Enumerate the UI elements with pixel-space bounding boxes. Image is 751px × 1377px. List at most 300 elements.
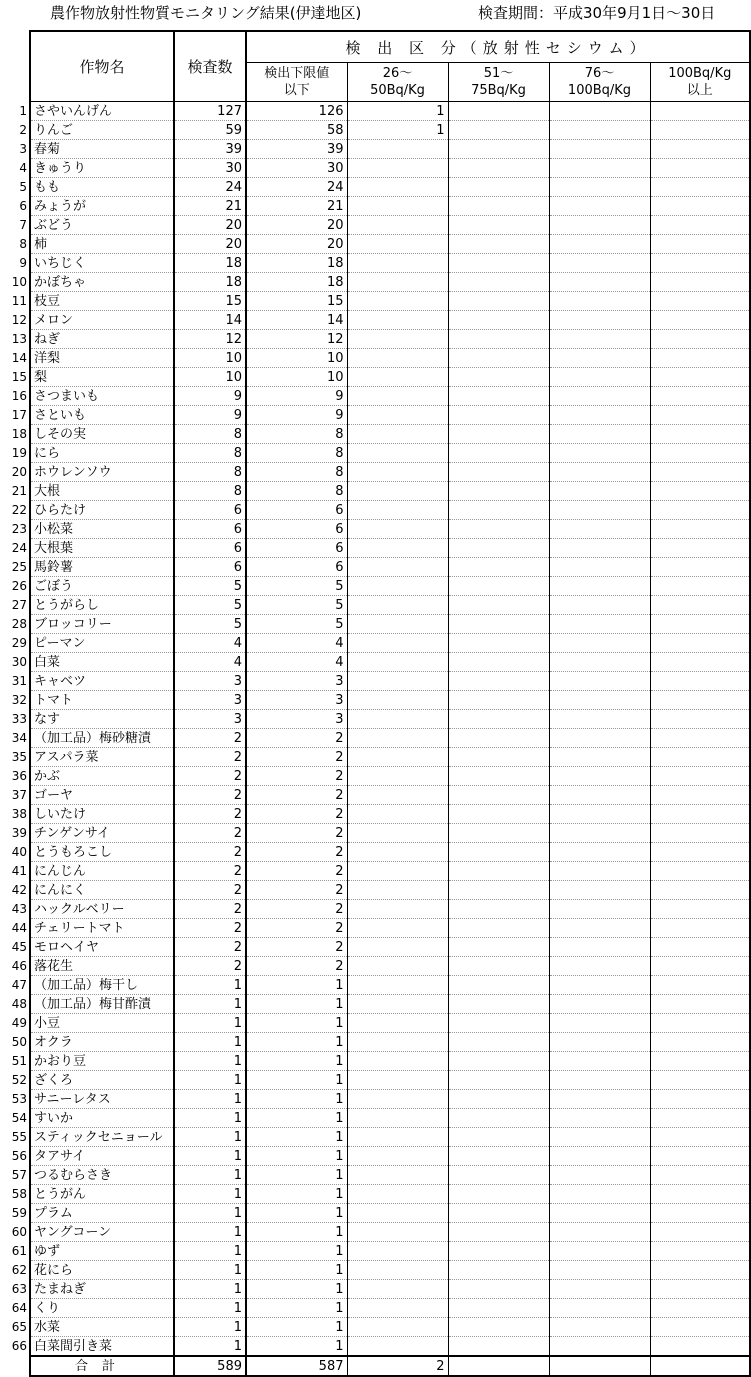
range-26-50-count [347,406,448,425]
crop-name: 花にら [30,1261,174,1280]
range-over-100-count [650,938,750,957]
row-number: 53 [11,1091,27,1106]
table-row [0,1033,750,1052]
range-76-100-count [549,444,650,463]
below-limit-count: 6 [246,558,347,577]
range-51-75-count [448,501,549,520]
row-number: 33 [11,711,27,726]
range-26-50-count [347,216,448,235]
range-76-100-count [549,653,650,672]
row-number: 17 [11,407,27,422]
row-number: 2 [19,122,27,137]
row-number: 22 [11,502,27,517]
row-number: 52 [11,1072,27,1087]
table-row [0,444,750,463]
row-number: 59 [11,1205,27,1220]
crop-name: さつまいも [30,387,174,406]
crop-name: キャベツ [30,672,174,691]
table-row [0,273,750,292]
range-76-100-count [549,710,650,729]
range-over-100-count [650,1337,750,1357]
range-26-50-count [347,311,448,330]
range-over-100-count [650,976,750,995]
inspection-count: 1 [174,1261,246,1280]
inspection-count: 8 [174,444,246,463]
table-row [0,368,750,387]
range-over-100-count [650,159,750,178]
below-limit-count: 2 [246,786,347,805]
below-limit-count: 20 [246,216,347,235]
range-26-50-count [347,919,448,938]
below-limit-count: 2 [246,938,347,957]
range-over-100-count [650,1166,750,1185]
table-row [0,1299,750,1318]
inspection-count: 3 [174,710,246,729]
below-limit-count: 2 [246,919,347,938]
crop-name: ごぼう [30,577,174,596]
range-51-75-count [448,368,549,387]
range-over-100-count [650,1147,750,1166]
range-over-100-count [650,178,750,197]
table-row [0,938,750,957]
row-number: 26 [11,578,27,593]
crop-name: （加工品）梅干し [30,976,174,995]
crop-name: チンゲンサイ [30,824,174,843]
crop-name: とうがん [30,1185,174,1204]
range-51-75-count [448,1261,549,1280]
crop-name: ヤングコーン [30,1223,174,1242]
range-over-100-count [650,824,750,843]
crop-name: 枝豆 [30,292,174,311]
range-51-75-count [448,900,549,919]
below-limit-count: 20 [246,235,347,254]
inspection-count: 2 [174,938,246,957]
row-number: 66 [11,1338,27,1353]
range-26-50-count [347,1147,448,1166]
crop-name: （加工品）梅砂糖漬 [30,729,174,748]
range-26-50-count [347,1166,448,1185]
below-limit-count: 2 [246,843,347,862]
range-51-75-count [448,1128,549,1147]
range-over-100-count [650,406,750,425]
range-51-75-count [448,596,549,615]
crop-name: さといも [30,406,174,425]
crop-name: アスパラ菜 [30,748,174,767]
table-row [0,1261,750,1280]
range-26-50-count [347,596,448,615]
table-row [0,406,750,425]
below-limit-count: 1 [246,976,347,995]
crop-name: 白菜 [30,653,174,672]
row-number: 39 [11,825,27,840]
range-51-75-count [448,881,549,900]
range-over-100-count [650,672,750,691]
row-number: 32 [11,692,27,707]
crop-name: 梨 [30,368,174,387]
range-over-100-count [650,653,750,672]
range-over-100-count [650,1128,750,1147]
row-number: 48 [11,996,27,1011]
range-26-50-count [347,1204,448,1223]
crop-name: かぶ [30,767,174,786]
range-26-50-count [347,330,448,349]
below-limit-count: 6 [246,539,347,558]
range-26-50-count [347,577,448,596]
row-number: 16 [11,388,27,403]
inspection-count: 2 [174,805,246,824]
below-limit-count: 39 [246,140,347,159]
results-body [0,102,750,1377]
crop-name: ねぎ [30,330,174,349]
range-51-75-count [448,957,549,976]
inspection-count: 10 [174,349,246,368]
range-26-50-count [347,710,448,729]
range-over-100-count [650,748,750,767]
inspection-count: 1 [174,1090,246,1109]
range-over-100-count [650,957,750,976]
table-row [0,786,750,805]
range-76-100-count [549,938,650,957]
crop-name: ぶどう [30,216,174,235]
inspection-count: 10 [174,368,246,387]
range-51-75-count [448,140,549,159]
range-over-100-count [650,1014,750,1033]
range-51-75-count [448,824,549,843]
row-number: 36 [11,768,27,783]
range-over-100-count [650,1242,750,1261]
range-76-100-count [549,254,650,273]
range-76-100-count [549,596,650,615]
row-number: 20 [11,464,27,479]
range-26-50-count [347,1261,448,1280]
range-51-75-count [448,311,549,330]
inspection-count: 1 [174,976,246,995]
range-over-100-count [650,729,750,748]
range-51-75-count [448,976,549,995]
row-number: 30 [11,654,27,669]
range-26-50-count [347,1337,448,1357]
below-limit-count: 2 [246,900,347,919]
inspection-count: 3 [174,691,246,710]
table-row [0,1337,750,1357]
range-26-50-count [347,672,448,691]
range-51-75-count [448,710,549,729]
range-over-100-count [650,1318,750,1337]
inspection-count: 1 [174,1204,246,1223]
inspection-count: 18 [174,273,246,292]
table-row [0,558,750,577]
range-51-75-count [448,1033,549,1052]
range-over-100-count [650,292,750,311]
table-row [0,1052,750,1071]
crop-name: ハックルベリー [30,900,174,919]
table-row [0,672,750,691]
range-26-50-count [347,729,448,748]
range-26-50-count [347,957,448,976]
crop-name: にんにく [30,881,174,900]
inspection-count: 1 [174,1242,246,1261]
below-limit-count: 5 [246,596,347,615]
row-number: 19 [11,445,27,460]
range-26-50-count [347,1071,448,1090]
table-row [0,919,750,938]
range-over-100-count [650,995,750,1014]
range-51-75-count [448,919,549,938]
range-over-100-count [650,691,750,710]
range-26-50-count [347,444,448,463]
table-row [0,653,750,672]
row-number: 49 [11,1015,27,1030]
range-51-75-count [448,672,549,691]
total-inspection-count: 589 [174,1356,246,1376]
range-26-50-count [347,805,448,824]
row-number: 21 [11,483,27,498]
crop-name: くり [30,1299,174,1318]
range-76-100-count [549,501,650,520]
table-row [0,197,750,216]
range-51-75-count [448,330,549,349]
inspection-count: 1 [174,1280,246,1299]
range-over-100-count [650,900,750,919]
below-limit-count: 1 [246,995,347,1014]
crop-name: にら [30,444,174,463]
range-51-75-count [448,1318,549,1337]
range-76-100-header: 76～ 100Bq/Kg [549,63,650,102]
range-76-100-count [549,1261,650,1280]
crop-name: 春菊 [30,140,174,159]
inspection-count: 6 [174,501,246,520]
inspection-count: 8 [174,463,246,482]
row-number: 37 [11,787,27,802]
below-limit-count: 18 [246,254,347,273]
row-number: 40 [11,844,27,859]
inspection-count: 8 [174,482,246,501]
row-number-header [0,31,30,102]
row-number: 65 [11,1319,27,1334]
below-limit-count: 9 [246,406,347,425]
range-76-100-count [549,1280,650,1299]
inspection-count: 1 [174,1223,246,1242]
table-row [0,881,750,900]
range-over-100-count [650,1090,750,1109]
row-number: 38 [11,806,27,821]
range-over-100-count [650,577,750,596]
below-limit-count: 1 [246,1166,347,1185]
range-26-50-count [347,1014,448,1033]
table-row [0,1128,750,1147]
range-over-100-count [650,482,750,501]
inspection-count: 4 [174,653,246,672]
row-number: 42 [11,882,27,897]
range-26-50-count [347,235,448,254]
range-26-50-count [347,1242,448,1261]
range-26-50-count [347,273,448,292]
crop-name: 小豆 [30,1014,174,1033]
range-51-75-count [448,995,549,1014]
row-number: 61 [11,1243,27,1258]
below-limit-count: 10 [246,349,347,368]
range-26-50-count [347,976,448,995]
range-51-75-count [448,1204,549,1223]
range-over-100-count [650,615,750,634]
range-over-100-count [650,881,750,900]
crop-name: とうもろこし [30,843,174,862]
table-row [0,1090,750,1109]
table-row [0,710,750,729]
range-26-50-count [347,634,448,653]
range-51-75-count [448,1090,549,1109]
crop-name: （加工品）梅甘酢漬 [30,995,174,1014]
range-over-100-count [650,368,750,387]
table-row [0,102,750,121]
below-limit-count: 6 [246,501,347,520]
range-51-75-count [448,349,549,368]
row-number: 60 [11,1224,27,1239]
range-76-100-count [549,919,650,938]
row-number: 25 [11,559,27,574]
range-over-100-count [650,1071,750,1090]
range-76-100-count [549,235,650,254]
results-table [0,30,751,1377]
table-row [0,995,750,1014]
range-76-100-count [549,1337,650,1357]
range-51-75-count [448,1109,549,1128]
range-76-100-count [549,691,650,710]
range-51-75-count [448,406,549,425]
range-51-75-count [448,634,549,653]
table-row [0,254,750,273]
range-51-75-count [448,1223,549,1242]
range-over-100-count [650,330,750,349]
range-over-100-count [650,1033,750,1052]
range-51-75-count [448,1337,549,1357]
range-26-50-count [347,159,448,178]
inspection-count: 18 [174,254,246,273]
total-range-76-100-count [549,1356,650,1376]
crop-name: すいか [30,1109,174,1128]
range-over-100-count [650,1299,750,1318]
below-limit-count: 3 [246,691,347,710]
table-row [0,216,750,235]
inspection-count: 1 [174,1318,246,1337]
range-76-100-count [549,292,650,311]
below-limit-count: 6 [246,520,347,539]
table-row [0,1147,750,1166]
range-26-50-count [347,387,448,406]
range-51-75-count [448,843,549,862]
inspection-count: 1 [174,1147,246,1166]
inspection-count: 1 [174,995,246,1014]
range-51-75-count [448,691,549,710]
range-51-75-count [448,539,549,558]
range-76-100-count [549,121,650,140]
range-76-100-count [549,311,650,330]
range-26-50-count [347,824,448,843]
range-26-50-count [347,1299,448,1318]
crop-name: ざくろ [30,1071,174,1090]
range-76-100-count [549,729,650,748]
row-number: 44 [11,920,27,935]
range-over-100-count [650,1223,750,1242]
table-row [0,843,750,862]
below-limit-count: 1 [246,1052,347,1071]
below-limit-count: 30 [246,159,347,178]
inspection-count: 8 [174,425,246,444]
table-row [0,615,750,634]
range-51-75-count [448,748,549,767]
below-limit-count: 4 [246,634,347,653]
table-row [0,900,750,919]
row-number: 56 [11,1148,27,1163]
row-number: 10 [11,274,27,289]
row-number: 24 [11,540,27,555]
range-over-100-count [650,102,750,121]
range-76-100-count [549,634,650,653]
range-51-75-count [448,767,549,786]
range-76-100-count [549,862,650,881]
range-over-100-count [650,235,750,254]
range-26-50-count [347,501,448,520]
range-26-50-header: 26～ 50Bq/Kg [347,63,448,102]
inspection-count: 2 [174,881,246,900]
range-over-100-count [650,254,750,273]
range-76-100-count [549,843,650,862]
range-76-100-count [549,881,650,900]
below-limit-count: 1 [246,1337,347,1357]
crop-name: みょうが [30,197,174,216]
table-row [0,1166,750,1185]
row-number: 27 [11,597,27,612]
range-76-100-count [549,1090,650,1109]
range-76-100-count [549,767,650,786]
inspection-count: 20 [174,216,246,235]
inspection-count: 59 [174,121,246,140]
table-row [0,862,750,881]
row-number: 57 [11,1167,27,1182]
range-76-100-count [549,1242,650,1261]
range-76-100-count [549,1204,650,1223]
row-number: 41 [11,863,27,878]
table-row [0,691,750,710]
range-51-75-count [448,292,549,311]
range-26-50-count [347,900,448,919]
range-over-100-header: 100Bq/Kg 以上 [650,63,750,102]
inspection-count: 1 [174,1033,246,1052]
inspection-count: 2 [174,862,246,881]
range-over-100-count [650,501,750,520]
page-title: 農作物放射性物質モニタリング結果(伊達地区) [50,4,362,22]
crop-name: オクラ [30,1033,174,1052]
range-76-100-count [549,976,650,995]
inspection-count: 2 [174,843,246,862]
range-76-100-count [549,1128,650,1147]
range-76-100-count [549,615,650,634]
inspection-period: 検査期間：平成30年9月1日～30日 [478,4,716,22]
crop-name: ピーマン [30,634,174,653]
inspection-count: 2 [174,824,246,843]
row-number: 12 [11,312,27,327]
inspection-count: 1 [174,1128,246,1147]
inspection-count: 5 [174,596,246,615]
range-51-75-count [448,1014,549,1033]
table-row [0,1223,750,1242]
row-number: 28 [11,616,27,631]
inspection-count: 21 [174,197,246,216]
inspection-count: 9 [174,387,246,406]
range-76-100-count [549,786,650,805]
range-26-50-count [347,786,448,805]
crop-name: 大根 [30,482,174,501]
